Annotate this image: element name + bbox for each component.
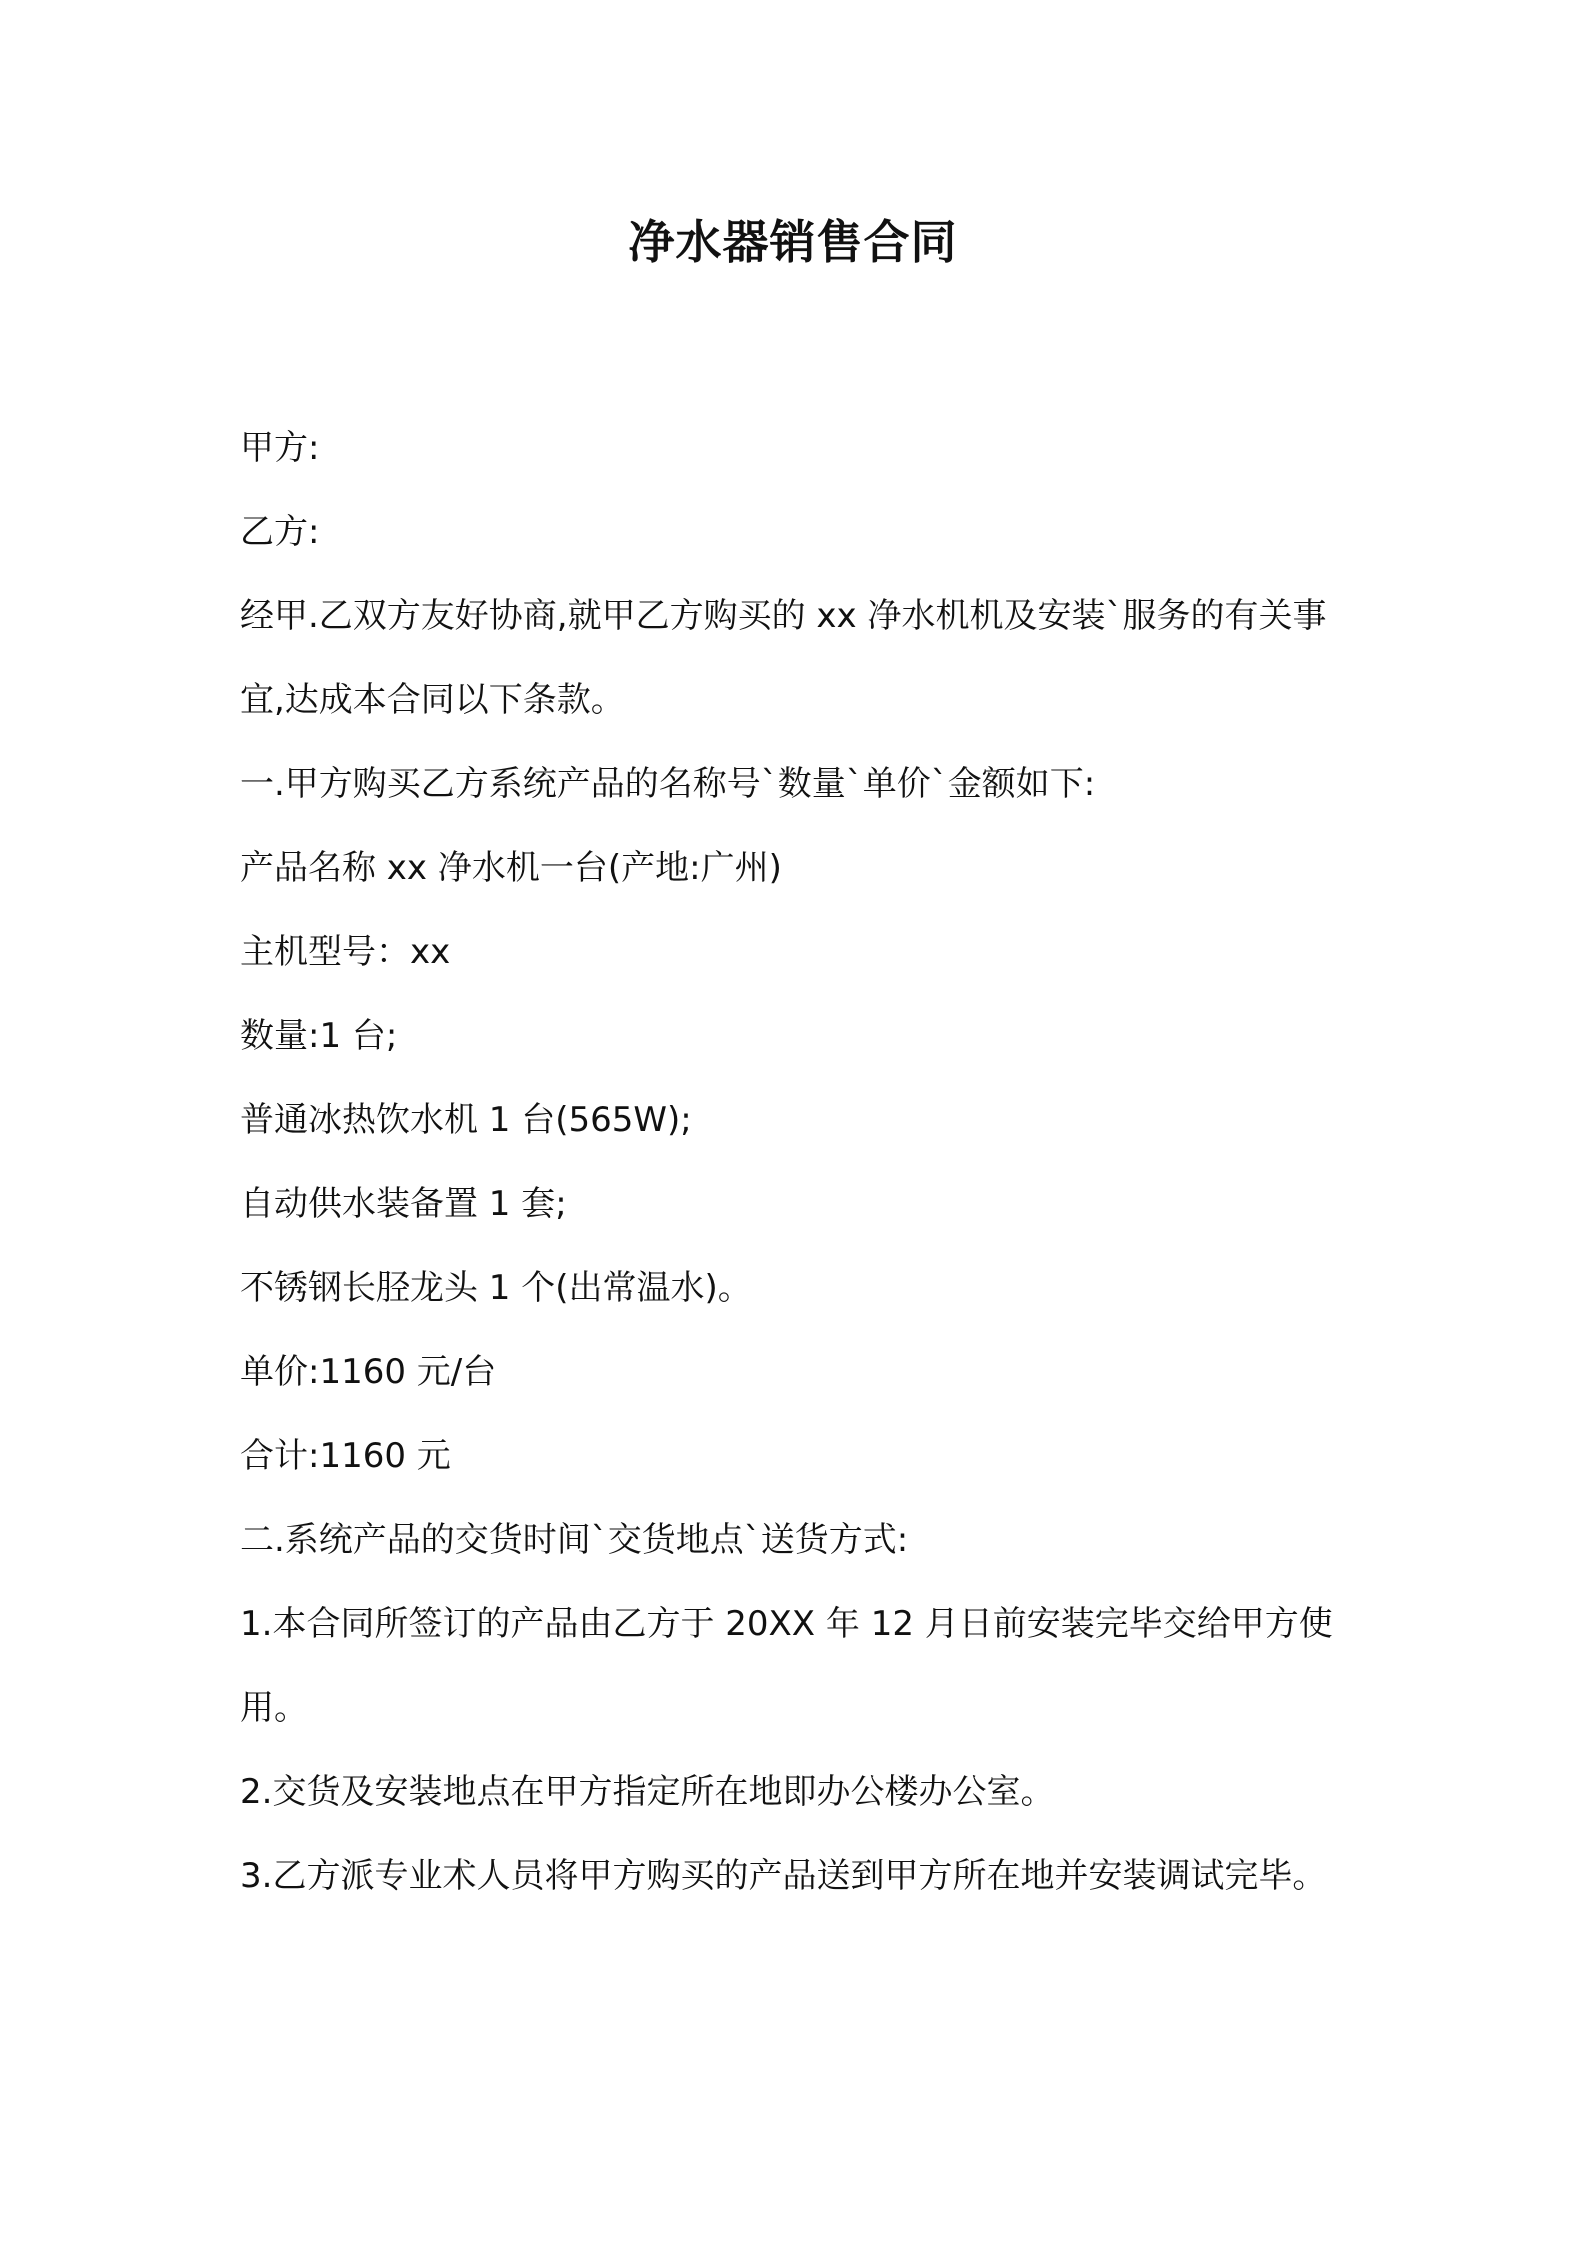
party-a-line: 甲方: [240,428,320,468]
supply-device-line: 自动供水装备置 1 套; [240,1184,567,1224]
preamble-paragraph: 经甲.乙双方友好协商,就甲乙方购买的 xx 净水机机及安装`服务的有关事宜,达成本合同以下条款。 [240,596,1327,720]
model-line: 主机型号：xx [240,932,451,972]
document-body [240,406,1360,1918]
document-title: 净水器销售合同 [628,215,958,269]
unit-price-line: 单价:1160 元/台 [240,1352,497,1392]
clause-1: 1.本合同所签订的产品由乙方于 20XX 年 12 月日前安装完毕交给甲方使用。 [240,1604,1333,1728]
faucet-line: 不锈钢长胫龙头 1 个(出常温水)。 [240,1268,752,1308]
clause-3: 3.乙方派专业术人员将甲方购买的产品送到甲方所在地并安装调试完毕。 [240,1856,1327,1896]
party-b-line: 乙方: [240,512,320,552]
clause-2: 2.交货及安装地点在甲方指定所在地即办公楼办公室。 [240,1772,1055,1812]
quantity-line: 数量:1 台; [240,1016,398,1056]
section-one-heading: 一.甲方购买乙方系统产品的名称号`数量`单价`金额如下: [240,764,1096,804]
section-two-heading: 二.系统产品的交货时间`交货地点`送货方式: [240,1520,909,1560]
dispenser-line: 普通冰热饮水机 1 台(565W); [240,1100,692,1140]
product-name-line: 产品名称 xx 净水机一台(产地:广州) [240,848,782,888]
total-line: 合计:1160 元 [240,1436,451,1476]
